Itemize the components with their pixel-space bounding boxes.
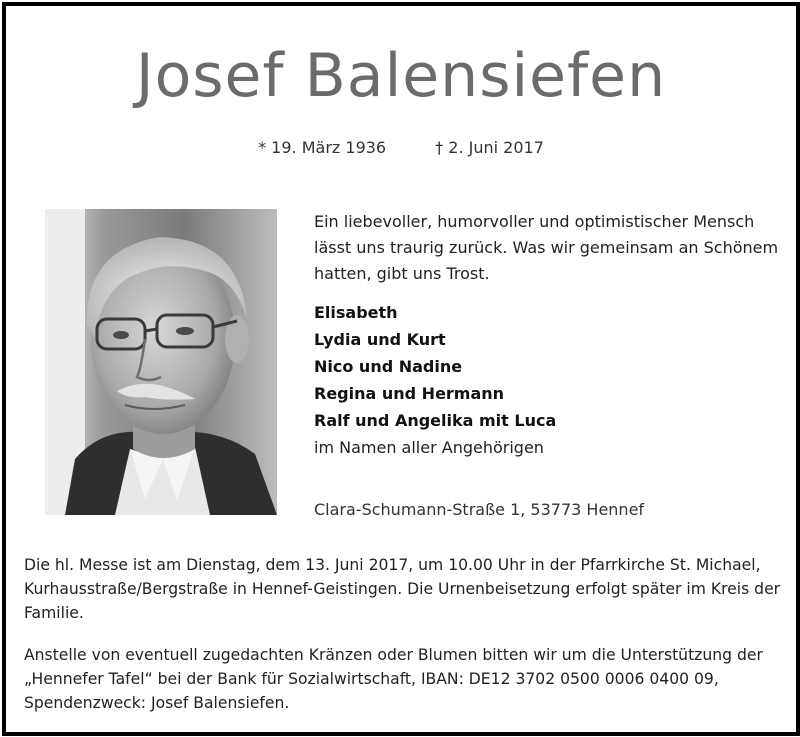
mourner-name: Elisabeth	[314, 303, 398, 322]
donation-info: Anstelle von eventuell zugedachten Kränzen oder Blumen bitten wir um die Unterstützung der „Hennefer Tafel“ bei der Bank für Sozialwirtschaft, IBAN: DE12 3702 0500 0006 0400 09, Spendenzweck: Josef Balensiefen.	[24, 646, 763, 712]
mass-info: Die hl. Messe ist am Dienstag, dem 13. Juni 2017, um 10.00 Uhr in der Pfarrkirche St. Michael, Kurhausstraße/Bergstraße in Hennef-Geistingen. Die Urnenbeisetzung erfolgt später im Kreis der Familie.	[24, 556, 781, 622]
mourner-name: Regina und Hermann	[314, 384, 505, 403]
portrait-image	[45, 209, 277, 515]
mourning-text	[314, 209, 784, 461]
mourner-name: Nico und Nadine	[314, 357, 463, 376]
portrait-photo	[45, 209, 277, 515]
mourners-footer: im Namen aller Angehörigen	[314, 438, 544, 457]
deceased-name: Josef Balensiefen	[135, 41, 667, 111]
mourner-name: Lydia und Kurt	[314, 330, 446, 349]
address: Clara-Schumann-Straße 1, 53773 Hennef	[314, 500, 645, 519]
death-date: † 2. Juni 2017	[435, 138, 544, 157]
mourner-name: Ralf und Angelika mit Luca	[314, 411, 557, 430]
intro-text: Ein liebevoller, humorvoller und optimistischer Mensch lässt uns traurig zurück. Was wir gemeinsam an Schönem hatten, gibt uns Trost.	[314, 212, 779, 283]
birth-date: * 19. März 1936	[258, 138, 387, 157]
life-dates	[6, 138, 796, 157]
obituary-frame	[2, 2, 800, 736]
